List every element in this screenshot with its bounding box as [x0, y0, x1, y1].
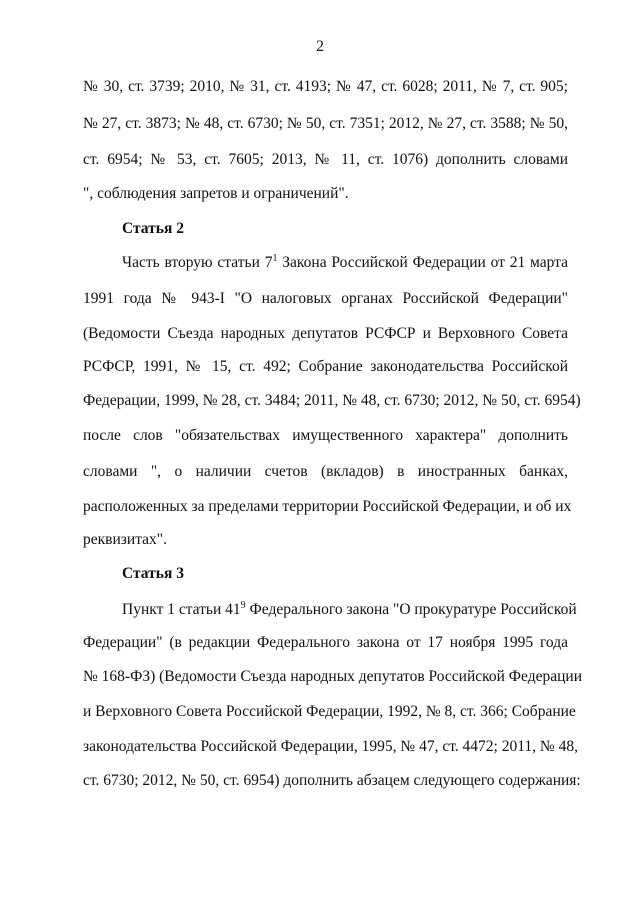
intro-line: № 30, ст. 3739; 2010, № 31, ст. 4193; № 47, ст. 6028; 2011, № 7, ст. 905;: [83, 78, 568, 95]
article-3-first-line-start: Пункт 1 статьи 41: [122, 601, 241, 618]
article-2-last-line: реквизитах".: [83, 531, 167, 548]
intro-line: № 27, ст. 3873; № 48, ст. 6730; № 50, ст. 7351; 2012, № 27, ст. 3588; № 50,: [83, 115, 568, 132]
article-2-line: (Ведомости Съезда народных депутатов РСФСР и Верховного Совета: [83, 325, 568, 342]
intro-line: ст. 6954; № 53, ст. 7605; 2013, № 11, ст. 1076) дополнить словами: [83, 151, 568, 168]
article-2-superscript: 1: [272, 253, 278, 264]
article-3-line: Федерации" (в редакции Федерального закона от 17 ноября 1995 года: [83, 634, 568, 651]
article-2-line: после слов "обязательствах имущественного характера" дополнить: [83, 427, 568, 444]
article-2-line: словами ", о наличии счетов (вкладов) в иностранных банках,: [83, 463, 568, 480]
article-3-first-line: [122, 600, 577, 620]
article-2-heading: Статья 2: [122, 220, 184, 237]
article-3-line: ст. 6730; 2012, № 50, ст. 6954) дополнить абзацем следующего содержания:: [83, 772, 581, 789]
article-2-first-line-start: Часть вторую статьи 7: [122, 254, 273, 271]
article-2-line: РСФСР, 1991, № 15, ст. 492; Собрание законодательства Российской: [83, 358, 568, 375]
article-2-first-line: [122, 253, 568, 273]
article-3-line: № 168-ФЗ) (Ведомости Съезда народных депутатов Российской Федерации: [83, 668, 582, 685]
article-3-first-line-end: Федерального закона "О прокуратуре Российской: [245, 601, 577, 618]
page-number: 2: [316, 38, 324, 55]
article-2-first-line-end: Закона Российской Федерации от 21 марта: [277, 254, 568, 271]
article-2-line: расположенных за пределами территории Российской Федерации, и об их: [83, 498, 572, 515]
article-2-line: Федерации, 1999, № 28, ст. 3484; 2011, № 48, ст. 6730; 2012, № 50, ст. 6954): [83, 392, 581, 409]
article-3-line: и Верховного Совета Российской Федерации, 1992, № 8, ст. 366; Собрание: [83, 703, 576, 720]
article-3-superscript: 9: [240, 600, 246, 611]
article-2-line: 1991 года № 943-I "О налоговых органах Российской Федерации": [83, 290, 568, 307]
article-3-line: законодательства Российской Федерации, 1995, № 47, ст. 4472; 2011, № 48,: [83, 738, 578, 755]
article-3-heading: Статья 3: [122, 565, 184, 582]
intro-line: ", соблюдения запретов и ограничений".: [83, 185, 349, 202]
